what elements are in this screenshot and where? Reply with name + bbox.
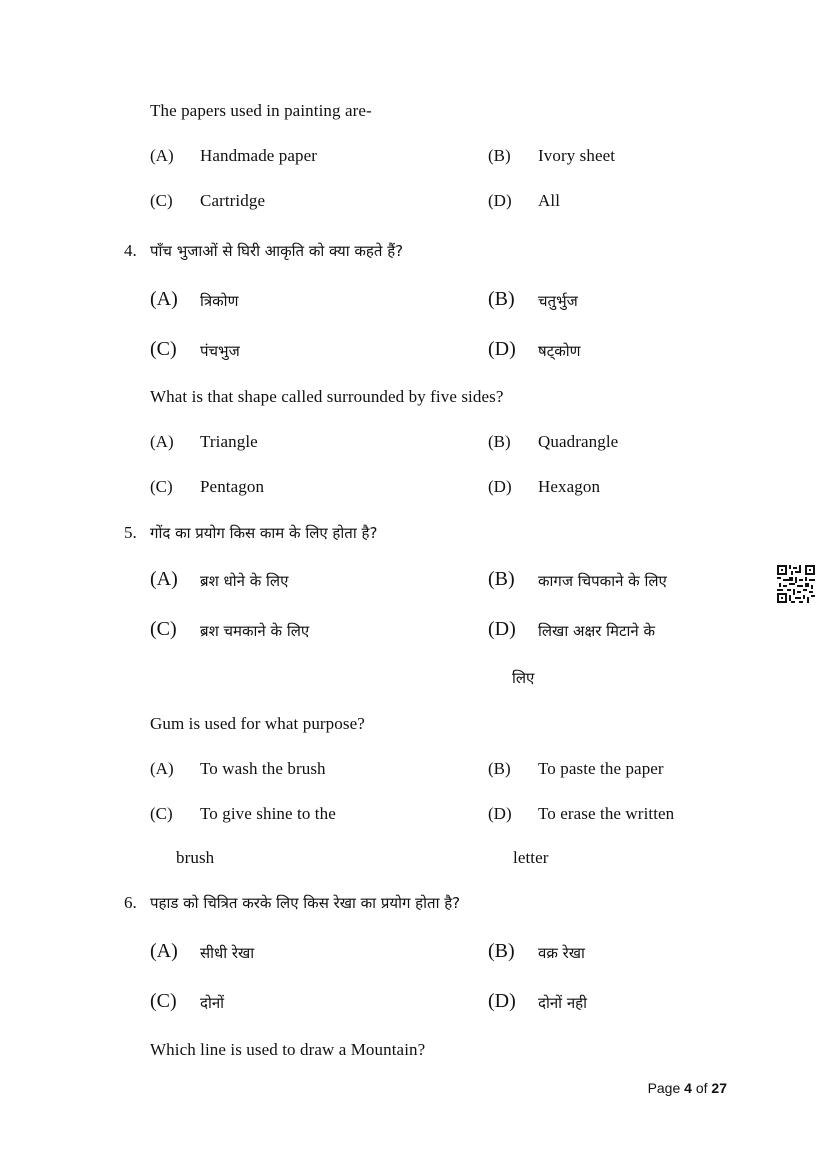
q5-hi-option-a-text: ब्रश धोने के लिए xyxy=(200,572,289,590)
q3-option-b-text: Ivory sheet xyxy=(538,146,616,165)
q4-hi-option-b-label: (B) xyxy=(488,288,515,310)
q4-en-option-d-text: Hexagon xyxy=(538,477,601,496)
q4-hi-option-c-label: (C) xyxy=(150,338,177,360)
q6-hi-option-b-text: वक्र रेखा xyxy=(538,944,585,962)
q5-hi-option-d-text-cont: लिए xyxy=(512,669,535,687)
q4-en-option-b-text: Quadrangle xyxy=(538,432,619,451)
q6-question-en: Which line is used to draw a Mountain? xyxy=(150,1040,426,1059)
q3-option-c-text: Cartridge xyxy=(200,191,266,210)
q4-en-option-a-label: (A) xyxy=(150,432,174,451)
q4-hi-option-d-text: षट्कोण xyxy=(538,342,581,360)
q5-hi-option-d-label: (D) xyxy=(488,618,516,640)
q3-option-a-text: Handmade paper xyxy=(200,146,318,165)
q5-en-option-b-label: (B) xyxy=(488,759,511,778)
q5-question-en: Gum is used for what purpose? xyxy=(150,714,365,733)
q5-hi-option-c-text: ब्रश चमकाने के लिए xyxy=(200,622,310,640)
q5-en-option-a-text: To wash the brush xyxy=(200,759,326,778)
q3-option-c-label: (C) xyxy=(150,191,173,210)
q6-question-hi: पहाड को चित्रित करके लिए किस रेखा का प्रयोग होता है? xyxy=(150,894,461,912)
q5-en-option-a-label: (A) xyxy=(150,759,174,778)
q5-hi-option-a-label: (A) xyxy=(150,568,178,590)
q4-en-option-b-label: (B) xyxy=(488,432,511,451)
q4-number: 4. xyxy=(124,241,137,260)
q5-hi-option-b-text: कागज चिपकाने के लिए xyxy=(538,572,667,590)
q3-option-d-label: (D) xyxy=(488,191,512,210)
q4-en-option-d-label: (D) xyxy=(488,477,512,496)
q5-question-hi: गोंद का प्रयोग किस काम के लिए होता है? xyxy=(150,524,378,542)
q5-en-option-c-text: To give shine to the xyxy=(200,804,336,823)
q6-hi-option-c-text: दोनों xyxy=(200,994,225,1012)
qr-code-icon xyxy=(777,565,815,603)
q4-hi-option-d-label: (D) xyxy=(488,338,516,360)
q6-hi-option-d-label: (D) xyxy=(488,990,516,1012)
q5-hi-option-c-label: (C) xyxy=(150,618,177,640)
q3-question-en: The papers used in painting are- xyxy=(150,101,372,120)
q6-number: 6. xyxy=(124,893,137,912)
q4-en-option-c-label: (C) xyxy=(150,477,173,496)
q4-hi-option-b-text: चतुर्भुज xyxy=(538,292,578,310)
footer-current-page: 4 xyxy=(684,1080,692,1096)
q6-hi-option-a-label: (A) xyxy=(150,940,178,962)
q6-hi-option-a-text: सीधी रेखा xyxy=(200,944,255,962)
footer-total-pages: 27 xyxy=(711,1080,727,1096)
q5-en-option-c-label: (C) xyxy=(150,804,173,823)
q3-option-b-label: (B) xyxy=(488,146,511,165)
q3-option-d-text: All xyxy=(538,191,561,210)
q4-hi-option-a-label: (A) xyxy=(150,288,178,310)
footer-prefix: Page xyxy=(647,1080,685,1096)
q5-number: 5. xyxy=(124,523,137,542)
q4-hi-option-c-text: पंचभुज xyxy=(200,342,240,360)
q4-en-option-c-text: Pentagon xyxy=(200,477,265,496)
q5-en-option-d-text: To erase the written xyxy=(538,804,675,823)
q3-option-a-label: (A) xyxy=(150,146,174,165)
q5-en-option-d-text-cont: letter xyxy=(513,848,549,867)
q5-hi-option-d-text: लिखा अक्षर मिटाने के xyxy=(538,622,656,640)
q5-en-option-c-text-cont: brush xyxy=(176,848,215,867)
footer-middle: of xyxy=(691,1080,712,1096)
q4-question-hi: पाँच भुजाओं से घिरी आकृति को क्या कहते हैं? xyxy=(150,242,404,260)
q6-hi-option-b-label: (B) xyxy=(488,940,515,962)
q4-en-option-a-text: Triangle xyxy=(200,432,258,451)
q5-en-option-b-text: To paste the paper xyxy=(538,759,664,778)
q6-hi-option-d-text: दोनों नही xyxy=(538,994,588,1012)
q6-hi-option-c-label: (C) xyxy=(150,990,177,1012)
q4-question-en: What is that shape called surrounded by five sides? xyxy=(150,387,504,406)
q5-hi-option-b-label: (B) xyxy=(488,568,515,590)
q5-en-option-d-label: (D) xyxy=(488,804,512,823)
page-footer xyxy=(648,1080,727,1096)
q4-hi-option-a-text: त्रिकोण xyxy=(200,292,239,310)
